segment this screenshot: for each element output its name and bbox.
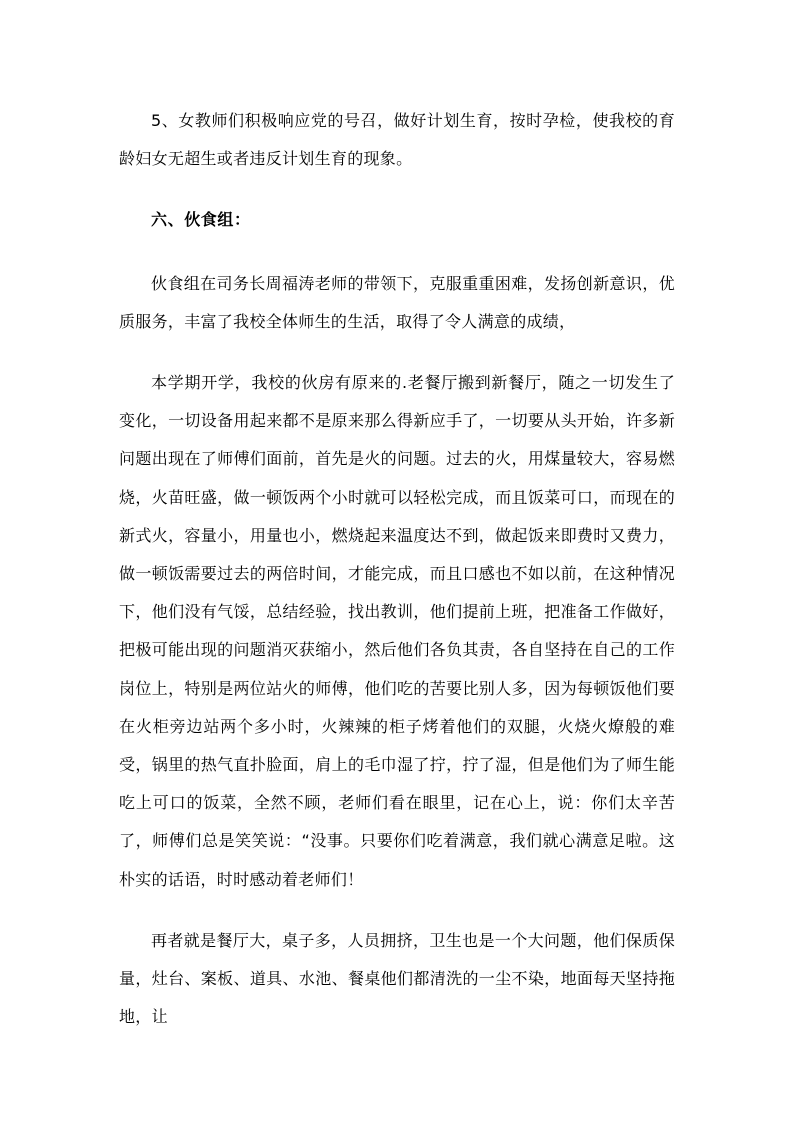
document-body bbox=[119, 102, 675, 1036]
paragraph-new-kitchen: 本学期开学，我校的伙房有原来的.老餐厅搬到新餐厅，随之一切发生了变化，一切设备用起来都不是原来那么得新应手了，一切要从头开始，许多新问题出现在了师傅们面前，首先是火的问题。过去的火，用煤量较大，容易燃烧，火苗旺盛，做一顿饭两个小时就可以轻松完成，而且饭菜可口，而现在的新式火，容量小，用量也小，燃烧起来温度达不到，做起饭来即费时又费力，做一顿饭需要过去的两倍时间，才能完成，而且口感也不如以前，在这种情况下，他们没有气馁，总结经验，找出教训，他们提前上班，把准备工作做好，把极可能出现的问题消灭获缩小，然后他们各负其责，各自坚持在自己的工作岗位上，特别是两位站火的师傅，他们吃的苦要比别人多，因为每顿饭他们要在火柜旁边站两个多小时，火辣辣的柜子烤着他们的双腿，火烧火燎般的难受，锅里的热气直扑脸面，肩上的毛巾湿了拧，拧了湿，但是他们为了师生能吃上可口的饭菜，全然不顾，老师们看在眼里，记在心上，说：你们太辛苦了，师傅们总是笑笑说：“没事。只要你们吃着满意，我们就心满意足啦。这朴实的话语，时时感动着老师们！ bbox=[119, 373, 675, 889]
paragraph-cafeteria-intro: 伙食组在司务长周福涛老师的带领下，克服重重困难，发扬创新意识，优质服务，丰富了我校全体师生的生活，取得了令人满意的成绩， bbox=[119, 273, 675, 331]
section-heading-cafeteria: 六、伙食组： bbox=[151, 210, 251, 230]
paragraph-family-planning: 5、女教师们积极响应党的号召，做好计划生育，按时孕检，使我校的育龄妇女无超生或者违反计划生育的现象。 bbox=[119, 111, 675, 169]
paragraph-hygiene: 再者就是餐厅大，桌子多，人员拥挤，卫生也是一个大问题，他们保质保量，灶台、案板、道具、水池、餐桌他们都清洗的一尘不染，地面每天坚持拖地，让 bbox=[119, 930, 675, 1027]
